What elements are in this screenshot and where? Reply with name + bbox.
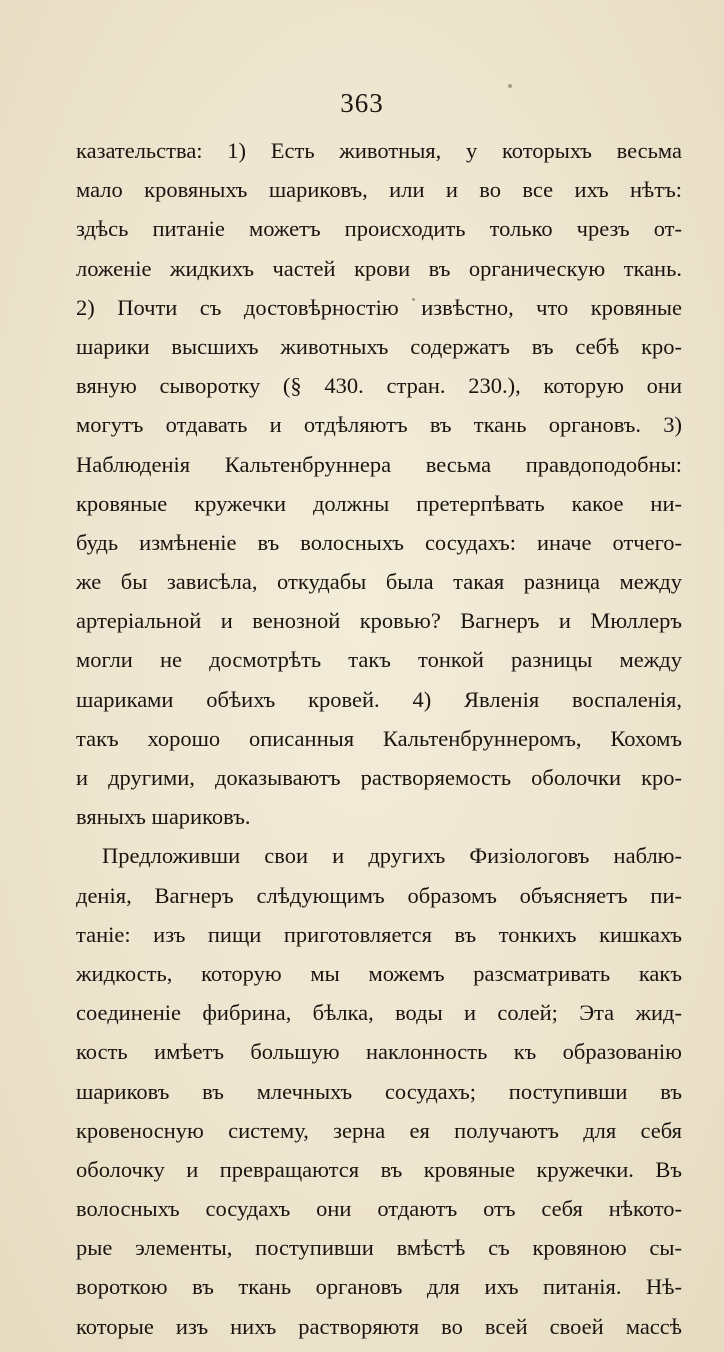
- text-line: и другими, доказываютъ растворяемость оболочки кро-: [76, 765, 682, 790]
- text-line: вяную сыворотку (§ 430. стран. 230.), которую они: [76, 373, 682, 399]
- text-line: шарики высшихъ животныхъ содержатъ въ себѣ кро-: [76, 333, 682, 359]
- text-line: которые изъ нихъ растворяютя во всей своей массѣ: [76, 1313, 682, 1339]
- text-line: 2) Почти съ достовѣрностію извѣстно, что кровяные: [76, 294, 682, 320]
- text-line: жидкость, которую мы можемъ разсматривать какъ: [76, 960, 682, 986]
- text-line: вороткою въ ткань органовъ для ихъ питанія. Нѣ-: [76, 1274, 682, 1300]
- text-line: волосныхъ сосудахъ они отдаютъ отъ себя нѣкото-: [76, 1196, 682, 1222]
- text-line: шариковъ въ млечныхъ сосудахъ; поступивши въ: [76, 1078, 682, 1104]
- text-line: мало кровяныхъ шариковъ, или и во все ихъ нѣтъ:: [76, 177, 682, 203]
- text-line: оболочку и превращаются въ кровяные кружечки. Въ: [76, 1156, 682, 1182]
- text-line: артеріальной и венозной кровью? Вагнеръ и Мюллеръ: [76, 608, 682, 634]
- text-line: Наблюденія Кальтенбруннера весьма правдоподобны:: [76, 451, 682, 477]
- text-line: кость имѣетъ большую наклонность къ образованію: [76, 1039, 682, 1065]
- text-line: же бы зависѣла, откудабы была такая разница между: [76, 569, 682, 595]
- text-line: таніе: изъ пищи приготовляется въ тонкихъ кишкахъ: [76, 921, 682, 947]
- text-line: кровяные кружечки должны претерпѣвать какое ни-: [76, 490, 682, 516]
- text-line: такъ хорошо описанныя Кальтенбруннеромъ, Кохомъ: [76, 725, 682, 751]
- text-line: казательства: 1) Есть животныя, у которыхъ весьма: [76, 138, 682, 163]
- text-line: Предложивши свои и другихъ Физіологовъ наблю-: [102, 843, 682, 869]
- page-number: 363: [340, 88, 384, 118]
- text-line: соединеніе фибрина, бѣлка, воды и солей; Эта жид-: [76, 1000, 682, 1026]
- text-line: здѣсь питаніе можетъ происходить только чрезъ от-: [76, 216, 682, 242]
- text-line: кровеносную систему, зерна ея получаютъ для себя: [76, 1117, 682, 1143]
- body-text: [76, 131, 682, 1346]
- text-line: будь измѣненіе въ волосныхъ сосудахъ: иначе отчего-: [76, 529, 682, 555]
- text-line: шариками обѣихъ кровей. 4) Явленія воспаленія,: [76, 686, 682, 712]
- text-line: денія, Вагнеръ слѣдующимъ образомъ объясняетъ пи-: [76, 882, 682, 908]
- text-line: ложеніе жидкихъ частей крови въ органическую ткань.: [76, 255, 682, 281]
- text-line: вяныхъ шариковъ.: [76, 804, 251, 830]
- text-line: могутъ отдавать и отдѣляютъ въ ткань органовъ. 3): [76, 412, 682, 438]
- text-line: рые элементы, поступивши вмѣстѣ съ кровяною сы-: [76, 1235, 682, 1261]
- text-line: могли не досмотрѣть такъ тонкой разницы между: [76, 647, 682, 673]
